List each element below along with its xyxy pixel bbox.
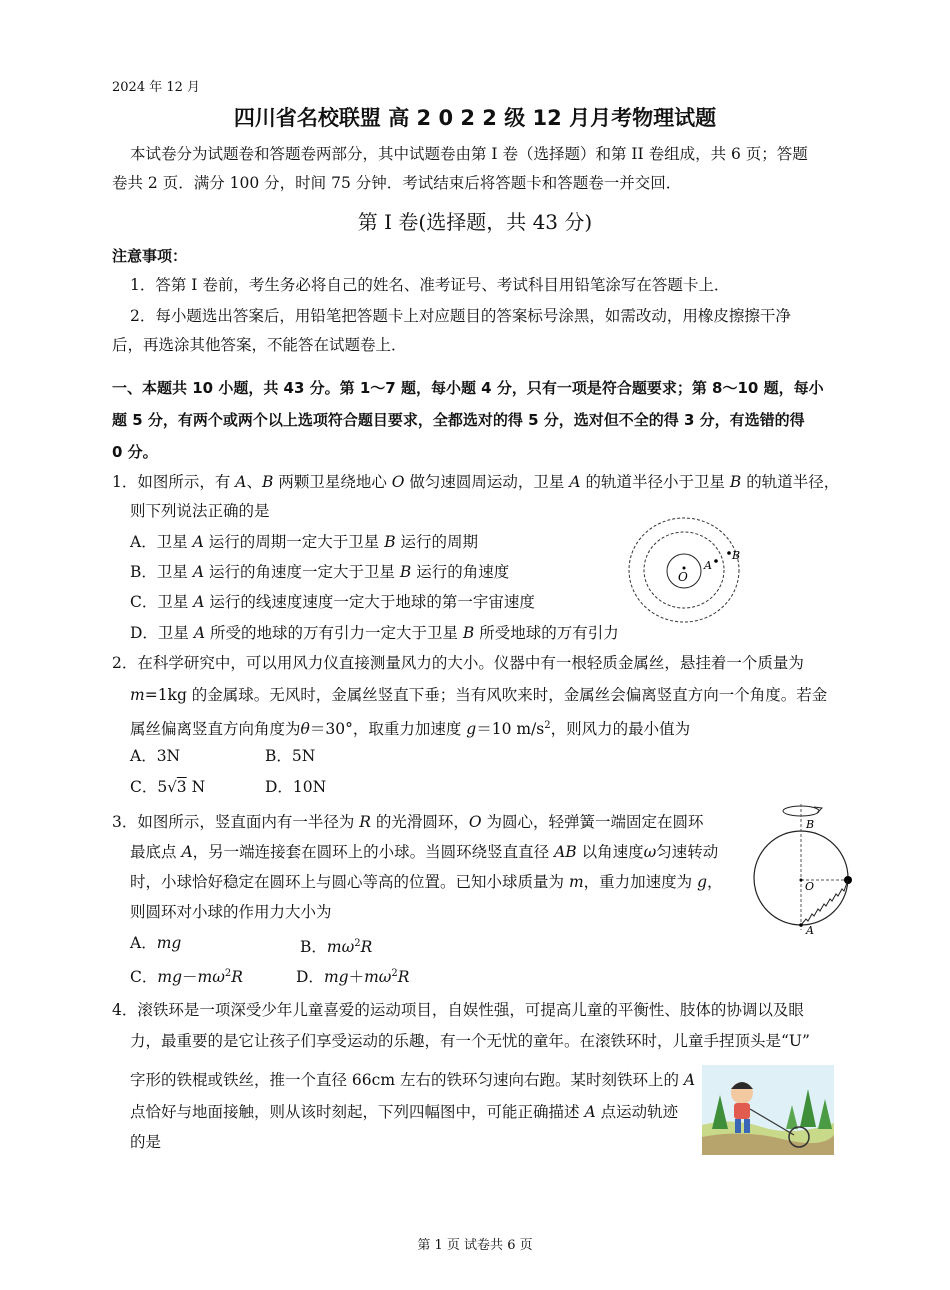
q2-stem-line-2: m=1kg 的金属球。无风时，金属丝竖直下垂；当有风吹来时，金属丝会偏离竖直方向一个角度。若金 — [130, 686, 828, 704]
page-title: 四川省名校联盟 高 2 0 2 2 级 12 月月考物理试题 — [233, 106, 717, 130]
q4-stem-line-3: 字形的铁棍或铁丝，推一个直径 66cm 左右的铁环匀速向右跑。某时刻铁环上的 A — [130, 1071, 696, 1089]
q2-option-c: C．5√3 N — [130, 778, 206, 796]
part-1-instructions-line-1: 一、本题共 10 小题，共 43 分。第 1～7 题，每小题 4 分，只有一项是符合题要求；第 8～10 题，每小 — [112, 379, 824, 397]
q3-option-b: B．$m\omega^2R$ — [300, 938, 373, 957]
q2-option-a: A．3N — [130, 747, 181, 765]
note-1: 1．答第 I 卷前，考生务必将自己的姓名、准考证号、考试科目用铅笔涂写在答题卡上． — [130, 276, 730, 294]
part-1-instructions-line-2: 题 5 分，有两个或两个以上选项符合题目要求，全都选对的得 5 分，选对但不全的得 3 分，有选错的得 — [112, 411, 805, 429]
q3-stem-line-2: 最底点 A，另一端连接套在圆环上的小球。当圆环绕竖直直径 AB 以角速度ω匀速转动 — [130, 843, 719, 861]
part-1-instructions-line-3: 0 分。 — [112, 443, 158, 461]
q3-stem-line-1: 3．如图所示，竖直面内有一半径为 R 的光滑圆环，O 为圆心，轻弹簧一端固定在圆环 — [112, 813, 704, 831]
q1-option-c: C．卫星 A 运行的线速度速度一定大于地球的第一宇宙速度 — [130, 593, 535, 611]
q1-label-b: B — [732, 549, 741, 562]
q1-option-b: B．卫星 A 运行的角速度一定大于卫星 B 运行的角速度 — [130, 563, 510, 581]
intro-line-1: 本试卷分为试题卷和答题卷两部分，其中试题卷由第 I 卷（选择题）和第 II 卷组成，共 6 页；答题 — [130, 145, 808, 163]
q1-label-o: O — [678, 570, 688, 584]
q1-stem-line-1: 1．如图所示，有 A、B 两颗卫星绕地心 O 做匀速圆周运动，卫星 A 的轨道半径小于卫星 B 的轨道半径， — [112, 473, 840, 491]
q3-label-b: B — [806, 818, 815, 831]
q3-option-c: C．$mg-m\omega^2R$ — [130, 968, 243, 987]
q2-stem-line-3: 属丝偏离竖直方向角度为θ＝30°，取重力加速度 g＝10 $m/s^2$，则风力的最小值为 — [130, 720, 691, 739]
q1-option-a: A．卫星 A 运行的周期一定大于卫星 B 运行的周期 — [130, 533, 479, 551]
q1-label-a: A — [704, 559, 712, 572]
page-footer: 第 1 页 试卷共 6 页 — [417, 1238, 533, 1253]
q3-option-d: D．$mg+m\omega^2R$ — [296, 968, 410, 987]
q4-hoop-rolling-illustration — [702, 1065, 834, 1155]
q3-stem-line-4: 则圆环对小球的作用力大小为 — [130, 903, 332, 921]
q4-stem-line-2: 力，最重要的是它让孩子们享受运动的乐趣，有一个无忧的童年。在滚铁环时，儿童手捏顶头是“U” — [130, 1032, 810, 1050]
intro-line-2: 卷共 2 页．满分 100 分，时间 75 分钟．考试结束后将答题卡和答题卷一并交回． — [112, 174, 682, 192]
q1-stem-line-2: 则下列说法正确的是 — [130, 502, 270, 520]
q1-orbit-figure — [628, 515, 748, 625]
sqrt-symbol: √ — [167, 778, 177, 796]
note-2-line-1: 2．每小题选出答案后，用铅笔把答题卡上对应题目的答案标号涂黑，如需改动，用橡皮擦擦干净 — [130, 307, 791, 325]
note-2-line-2: 后，再选涂其他答案，不能答在试题卷上． — [112, 336, 407, 354]
q3-stem-line-3: 时，小球恰好稳定在圆环上与圆心等高的位置。已知小球质量为 m，重力加速度为 g， — [130, 873, 723, 891]
section-1-title: 第 I 卷(选择题，共 43 分) — [357, 210, 593, 234]
q2-option-d: D．10N — [265, 778, 327, 796]
notes-heading: 注意事项： — [112, 247, 188, 265]
q3-label-a: A — [806, 924, 814, 937]
q3-option-a: A．mg — [130, 934, 182, 952]
q3-ring-figure — [748, 800, 860, 940]
q2-stem-line-1: 2．在科学研究中，可以用风力仪直接测量风力的大小。仪器中有一根轻质金属丝，悬挂着一个质量为 — [112, 654, 804, 672]
q4-stem-line-5: 的是 — [130, 1133, 162, 1151]
exam-date: 2024 年 12 月 — [112, 80, 201, 95]
q3-label-o: O — [805, 880, 815, 893]
q2-option-b: B．5N — [265, 747, 316, 765]
q1-option-d: D．卫星 A 所受的地球的万有引力一定大于卫星 B 所受地球的万有引力 — [130, 624, 619, 642]
q4-stem-line-4: 点恰好与地面接触，则从该时刻起，下列四幅图中，可能正确描述 A 点运动轨迹 — [130, 1103, 679, 1121]
q4-stem-line-1: 4．滚铁环是一项深受少年儿童喜爱的运动项目，自娱性强，可提高儿童的平衡性、肢体的协调以及眼 — [112, 1001, 804, 1019]
